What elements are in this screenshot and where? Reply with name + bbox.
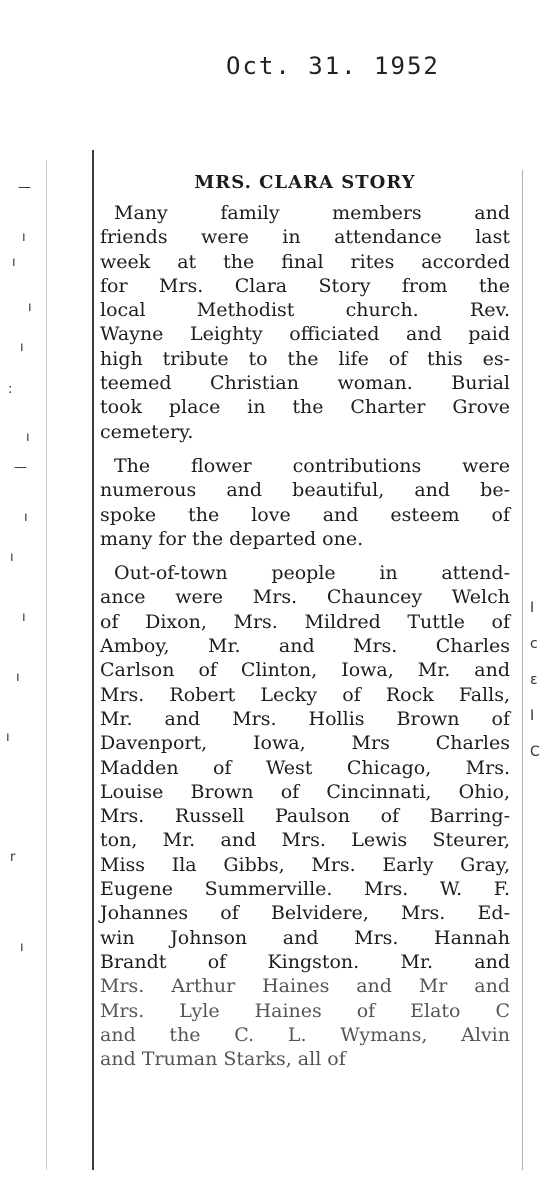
article-line: took place in the Charter Grove <box>100 396 510 419</box>
article-line: Mrs. Lyle Haines of Elato C <box>100 999 510 1022</box>
article-line: Mrs. Russell Paulson of Barring- <box>100 805 510 828</box>
right-margin-mark: c <box>530 636 538 652</box>
left-margin-mark: — <box>18 180 31 195</box>
article-line: Wayne Leighty officiated and paid <box>100 323 510 346</box>
article-body <box>100 201 510 1071</box>
article-line: Out-of-town people in attend- <box>114 562 510 585</box>
left-margin-mark: ı <box>22 230 26 245</box>
article-line: friends were in attendance last <box>100 226 510 249</box>
article-line: ton, Mr. and Mrs. Lewis Steurer, <box>100 829 510 852</box>
article-line: The flower contributions were <box>114 454 510 477</box>
article-line: Mr. and Mrs. Hollis Brown of <box>100 707 510 730</box>
clip-edge-line <box>46 160 47 1170</box>
article-line: and Truman Starks, all of <box>100 1048 346 1071</box>
article-line: week at the final rites accorded <box>100 250 510 273</box>
left-margin-mark: ı <box>20 340 24 355</box>
article-line: of Dixon, Mrs. Mildred Tuttle of <box>100 610 510 633</box>
article-line: for Mrs. Clara Story from the <box>100 274 510 297</box>
left-margin-mark: ı <box>10 550 14 565</box>
article-line: high tribute to the life of this es- <box>100 347 510 370</box>
article-line: and the C. L. Wymans, Alvin <box>100 1023 510 1046</box>
column-rule-right <box>522 170 523 1170</box>
article-line: spoke the love and esteem of <box>100 503 510 526</box>
article-line: Brandt of Kingston. Mr. and <box>100 950 510 973</box>
left-margin-mark: ı <box>20 940 24 955</box>
article-line: ance were Mrs. Chauncey Welch <box>100 586 510 609</box>
article-line: numerous and beautiful, and be- <box>100 479 510 502</box>
article-line: cemetery. <box>100 420 194 443</box>
right-margin-fragments <box>528 600 544 800</box>
article-line: teemed Christian woman. Burial <box>100 372 510 395</box>
article-line: Carlson of Clinton, Iowa, Mr. and <box>100 659 510 682</box>
article-line: local Methodist church. Rev. <box>100 299 510 322</box>
right-margin-mark: C <box>530 744 540 760</box>
left-margin-mark: ı <box>28 300 32 315</box>
left-margin-mark: — <box>14 460 27 475</box>
article-line: Many family members and <box>114 202 510 224</box>
left-margin-fragments <box>0 150 40 1170</box>
right-margin-mark: I <box>530 708 535 724</box>
article-line: Eugene Summerville. Mrs. W. F. <box>100 878 510 901</box>
left-margin-mark: r <box>10 850 16 865</box>
article-line: Louise Brown of Cincinnati, Ohio, <box>100 780 510 803</box>
article-line: Amboy, Mr. and Mrs. Charles <box>100 635 510 658</box>
article-line: Mrs. Arthur Haines and Mr and <box>100 975 510 998</box>
article-line: many for the departed one. <box>100 527 364 550</box>
left-margin-mark: ı <box>6 730 10 745</box>
obituary-article <box>100 172 510 1081</box>
article-paragraph <box>100 201 510 444</box>
left-margin-mark: ı <box>26 430 30 445</box>
article-line: Mrs. Robert Lecky of Rock Falls, <box>100 683 510 706</box>
article-line: Davenport, Iowa, Mrs Charles <box>100 732 510 755</box>
article-line: Miss Ila Gibbs, Mrs. Early Gray, <box>100 853 510 876</box>
article-headline: MRS. CLARA STORY <box>194 172 416 193</box>
column-rule-left <box>92 150 94 1170</box>
article-paragraph <box>100 561 510 1071</box>
article-paragraph <box>100 454 510 551</box>
left-margin-mark: ı <box>16 670 20 685</box>
left-margin-mark: ı <box>22 610 26 625</box>
article-line: Madden of West Chicago, Mrs. <box>100 756 510 779</box>
clipping-date: Oct. 31. 1952 <box>226 52 440 80</box>
article-line: win Johnson and Mrs. Hannah <box>100 926 510 949</box>
left-margin-mark: ı <box>12 255 16 270</box>
article-line: Johannes of Belvidere, Mrs. Ed- <box>100 902 510 925</box>
left-margin-mark: : <box>8 382 13 397</box>
left-margin-mark: ı <box>24 510 28 525</box>
right-margin-mark: ε <box>530 672 538 688</box>
right-margin-mark: I <box>530 600 535 616</box>
